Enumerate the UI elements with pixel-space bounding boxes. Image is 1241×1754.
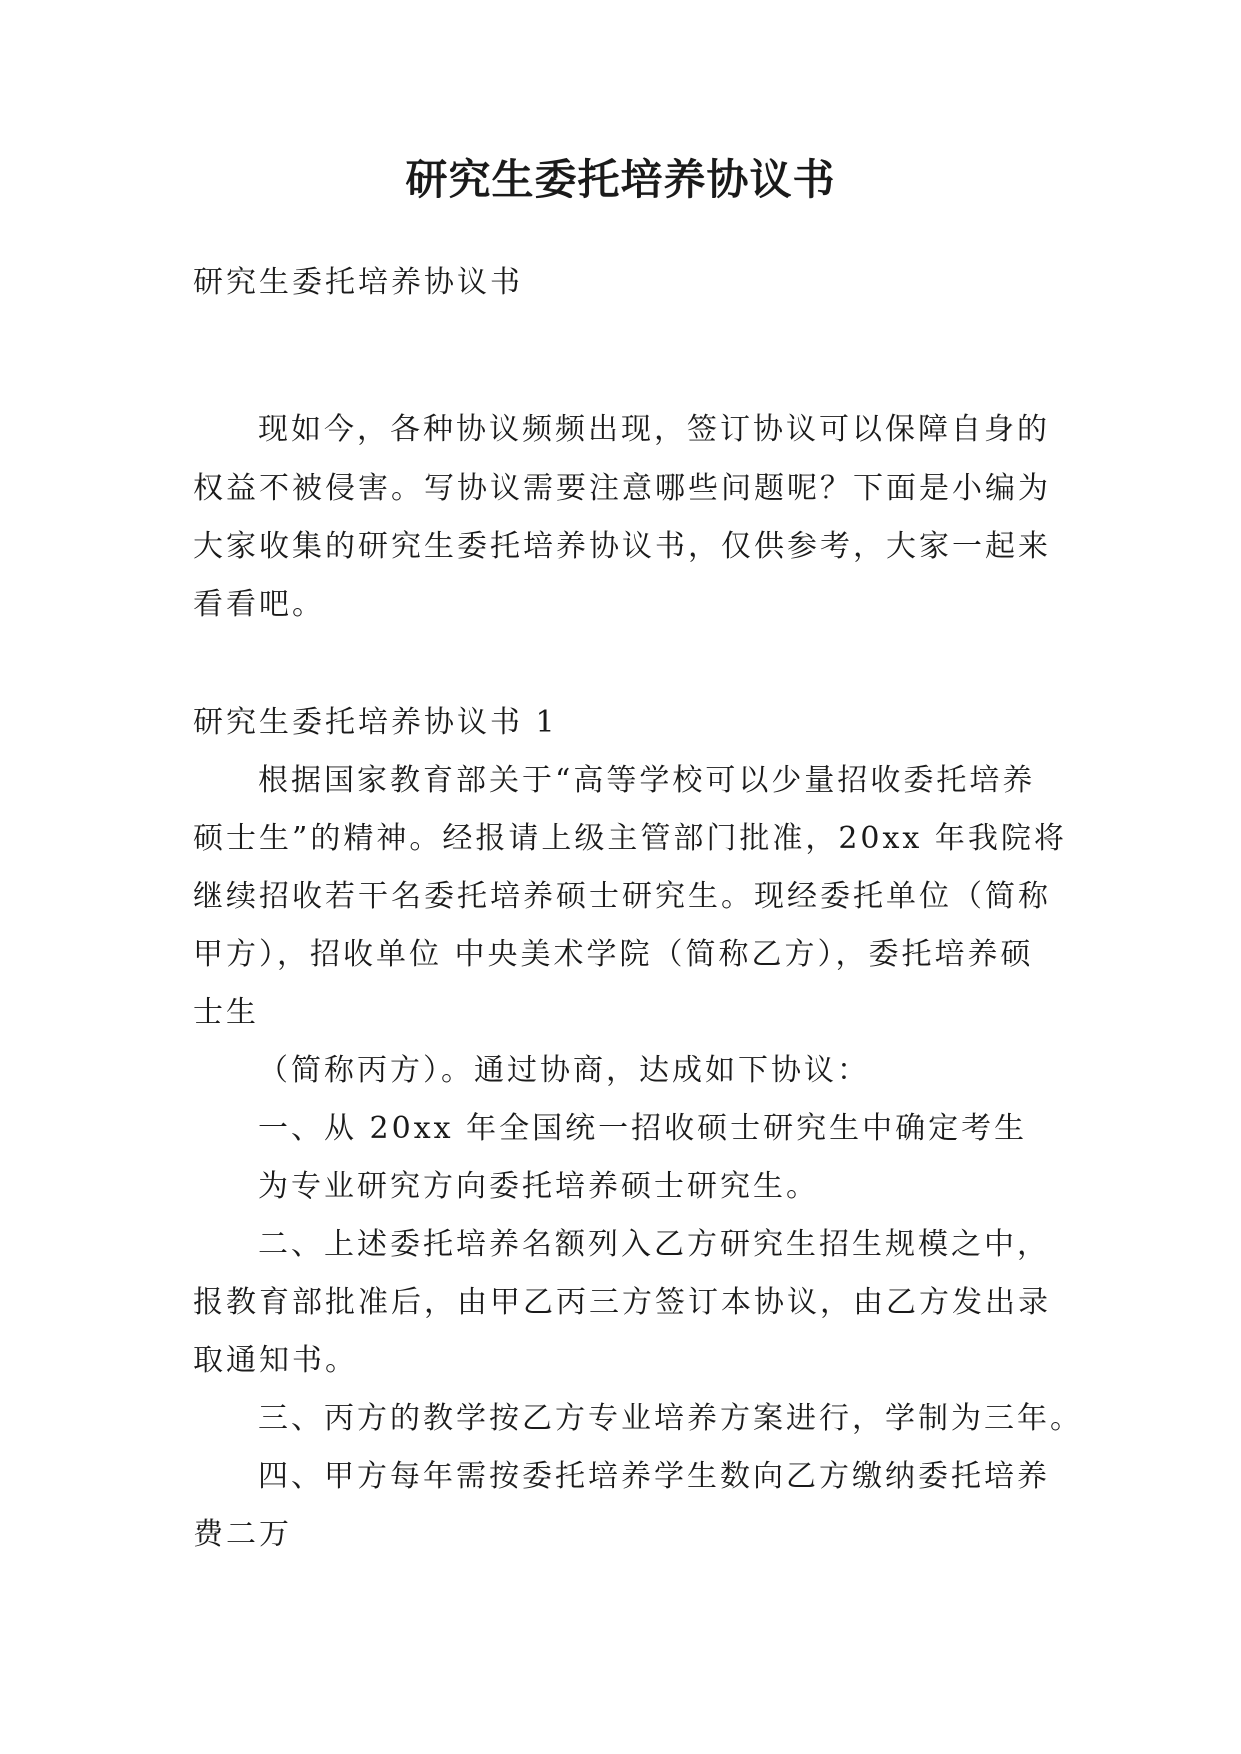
body-line-12: 三、丙方的教学按乙方专业培养方案进行，学制为三年。 xyxy=(258,1401,1083,1436)
body-line-14: 费二万 xyxy=(193,1517,292,1552)
body-line-13: 四、甲方每年需按委托培养学生数向乙方缴纳委托培养 xyxy=(258,1459,1050,1494)
intro-line-2: 权益不被侵害。写协议需要注意哪些问题呢？下面是小编为 xyxy=(193,471,1051,506)
body-line-5: 士生 xyxy=(193,995,259,1030)
intro-line-1: 现如今，各种协议频频出现，签订协议可以保障自身的 xyxy=(258,412,1050,447)
section-heading: 研究生委托培养协议书 1 xyxy=(193,705,558,740)
body-line-8: 为专业研究方向委托培养硕士研究生。 xyxy=(258,1169,819,1204)
body-line-6: （简称丙方）。通过协商，达成如下协议： xyxy=(258,1053,870,1088)
body-line-11: 取通知书。 xyxy=(193,1343,358,1378)
document-title: 研究生委托培养协议书 xyxy=(405,155,836,204)
body-line-3: 继续招收若干名委托培养硕士研究生。现经委托单位（简称 xyxy=(193,879,1051,914)
intro-line-3: 大家收集的研究生委托培养协议书，仅供参考，大家一起来 xyxy=(193,529,1051,564)
intro-line-4: 看看吧。 xyxy=(193,587,325,622)
body-line-4: 甲方），招收单位 中央美术学院（简称乙方），委托培养硕 xyxy=(193,937,1034,972)
body-line-7: 一、从 20xx 年全国统一招收硕士研究生中确定考生 xyxy=(258,1111,1028,1146)
body-line-10: 报教育部批准后，由甲乙丙三方签订本协议，由乙方发出录 xyxy=(193,1285,1051,1320)
body-line-1: 根据国家教育部关于“高等学校可以少量招收委托培养 xyxy=(258,763,1036,798)
body-line-2: 硕士生”的精神。经报请上级主管部门批准，20xx 年我院将 xyxy=(193,821,1067,856)
body-line-9: 二、上述委托培养名额列入乙方研究生招生规模之中， xyxy=(258,1227,1050,1262)
subtitle: 研究生委托培养协议书 xyxy=(193,265,523,300)
